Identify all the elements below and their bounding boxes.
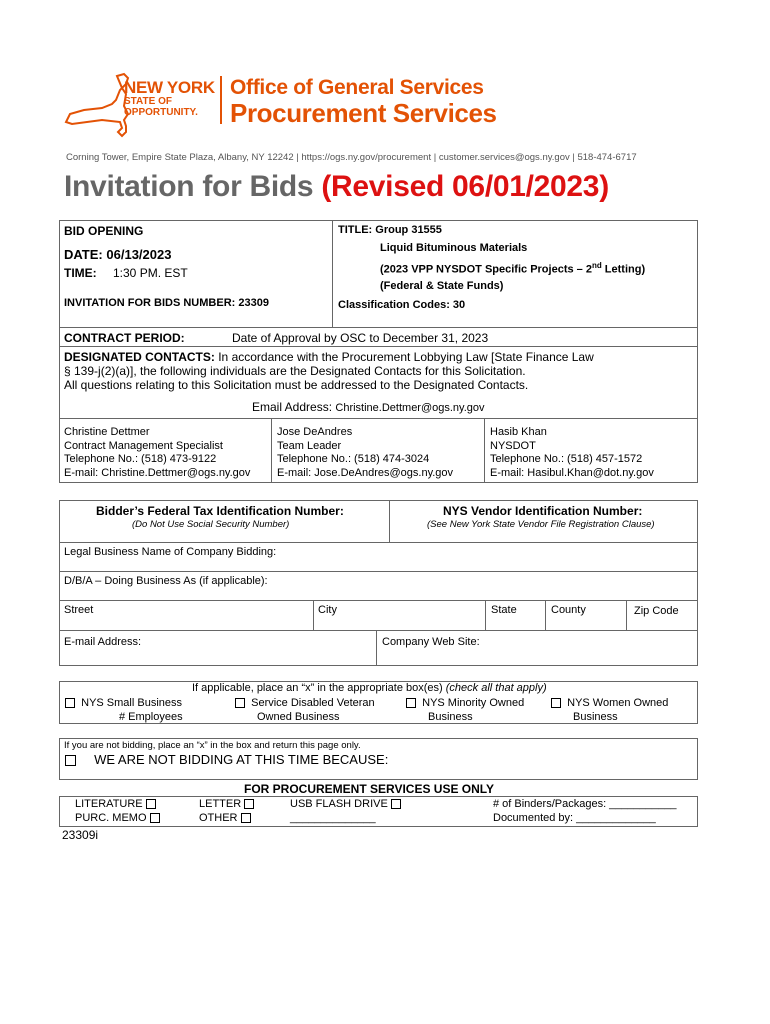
letter-group: LETTER OTHER [199,797,254,825]
bid-title: TITLE: Group 31555 [338,224,442,236]
literature-checkbox[interactable] [146,799,156,809]
city-field[interactable]: City [318,604,337,616]
org-name: Office of General Services [230,76,484,99]
vendor-id-label: NYS Vendor Identification Number: [443,504,643,518]
vendor-id-note: (See New York State Vendor File Registration Clause) [427,519,655,530]
state-field[interactable]: State [491,604,517,616]
not-bidding-note: If you are not bidding, place an “x” in the box and return this page only. [64,740,361,751]
small-business-option[interactable]: NYS Small Business # Employees [65,696,183,724]
office-use-heading: FOR PROCUREMENT SERVICES USE ONLY [244,782,495,796]
dept-name: Procurement Services [230,98,497,128]
zip-field[interactable]: Zip Code [634,605,679,617]
not-bidding-checkbox[interactable] [65,755,76,766]
not-bidding-option[interactable]: WE ARE NOT BIDDING AT THIS TIME BECAUSE: [65,752,388,767]
checks-intro: If applicable, place an “x” in the appropriate box(es) (check all that apply) [192,682,547,694]
tax-id-note: (Do Not Use Social Security Number) [132,519,290,530]
letter-checkbox[interactable] [244,799,254,809]
usb-checkbox[interactable] [391,799,401,809]
bid-title-line2: Liquid Bituminous Materials [380,242,528,254]
small-business-checkbox[interactable] [65,698,75,708]
designated-contacts-text-3: All questions relating to this Solicitation must be addressed to the Designated Contacts. [64,378,529,392]
documented-by-field[interactable]: Documented by: _____________ [493,812,656,824]
minority-checkbox[interactable] [406,698,416,708]
binders-group [493,797,676,825]
county-field[interactable]: County [551,604,586,616]
veteran-checkbox[interactable] [235,698,245,708]
legal-name-field[interactable]: Legal Business Name of Company Bidding: [64,546,277,558]
page-title: Invitation for Bids (Revised 06/01/2023) [64,170,609,203]
nys-logo-title: NEW YORK [124,78,215,97]
header-address: Corning Tower, Empire State Plaza, Albany, NY 12242 | https://ogs.ny.gov/procurement | customer.services@ogs.ny.gov | 518-474-6717 [66,152,637,163]
time-label: TIME: [64,266,97,280]
bid-opening-label: BID OPENING [64,224,144,238]
minority-option[interactable]: NYS Minority Owned Business [406,696,524,724]
purc-memo-checkbox[interactable] [150,813,160,823]
email-address-value: Christine.Dettmer@ogs.ny.gov [335,402,485,414]
bid-title-line4: (Federal & State Funds) [380,280,504,292]
website-field[interactable]: Company Web Site: [382,636,480,648]
contact-2: Jose DeAndres Team Leader Telephone No.: (518) 474-3024 E-mail: Jose.DeAndres@ogs.ny.gov [277,426,454,479]
contact-1: Christine Dettmer Contract Management Specialist Telephone No.: (518) 473-9122 E-mail: Christine.Dettmer@ogs.ny.gov [64,426,251,479]
bid-title-line3: (2023 VPP NYSDOT Specific Projects – 2nd Letting) [380,261,646,276]
women-checkbox[interactable] [551,698,561,708]
logo-divider [220,76,222,124]
date-label: DATE: 06/13/2023 [64,247,172,262]
usb-group: USB FLASH DRIVE ______________ [290,797,401,825]
email-field[interactable]: E-mail Address: [64,636,142,648]
email-address-label: Email Address: Christine.Dettmer@ogs.ny.gov [252,400,485,414]
bid-time: 1:30 PM. EST [113,266,188,280]
designated-contacts-text-2: § 139-j(2)(a)], the following individuals are the Designated Contacts for this Solicitation. [64,364,526,378]
street-field[interactable]: Street [64,604,94,616]
bid-date: 06/13/2023 [106,247,172,262]
footer-code: 23309i [62,828,99,842]
ifb-number: INVITATION FOR BIDS NUMBER: 23309 [64,297,269,309]
binders-field[interactable]: # of Binders/Packages: ___________ [493,798,677,810]
dba-field[interactable]: D/B/A – Doing Business As (if applicable): [64,575,268,587]
classification-codes: Classification Codes: 30 [338,299,466,311]
veteran-option[interactable]: Service Disabled Veteran Owned Business [235,696,375,724]
women-option[interactable]: NYS Women Owned Business [551,696,668,724]
designated-contacts-text: DESIGNATED CONTACTS: In accordance with the Procurement Lobbying Law [State Finance Law [64,350,594,364]
contract-period-label: CONTRACT PERIOD: [64,331,185,345]
nys-logo-subtitle: STATE OF OPPORTUNITY. [124,96,198,118]
contact-3: Hasib Khan NYSDOT Telephone No.: (518) 457-1572 E-mail: Hasibul.Khan@dot.ny.gov [490,426,654,479]
tax-id-label: Bidder’s Federal Tax Identification Number: [96,504,344,518]
contract-period-value: Date of Approval by OSC to December 31, 2023 [232,331,489,345]
other-checkbox[interactable] [241,813,251,823]
literature-group: LITERATURE PURC. MEMO [75,797,160,825]
revised-date: (Revised 06/01/2023) [321,170,609,203]
